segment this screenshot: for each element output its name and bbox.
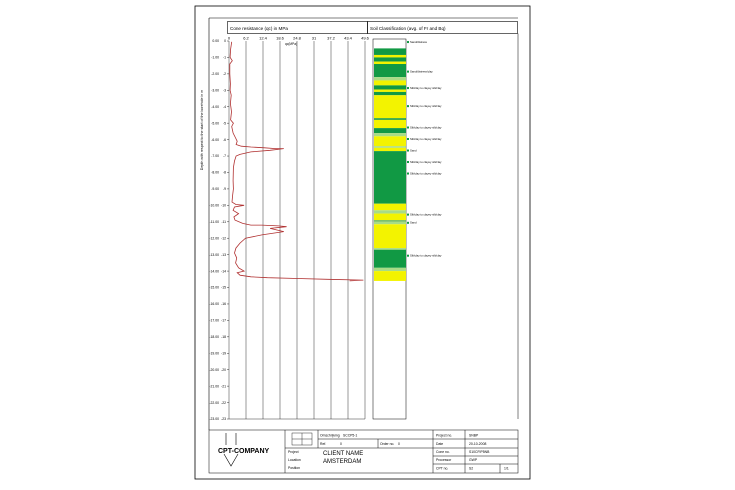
qc-y-tick-label-right: -12 bbox=[221, 236, 226, 241]
date-value: 20-10-2008 bbox=[469, 442, 487, 446]
qc-y-tick-label: -23.00 bbox=[209, 417, 219, 422]
cpt-label: CPT no. bbox=[436, 466, 449, 471]
qc-y-tick-label-right: -20 bbox=[221, 367, 226, 372]
qc-y-tick-label-right: -21 bbox=[221, 384, 226, 389]
soil-label: Silt/clay to clayey silt/clay bbox=[410, 125, 442, 130]
cone-label: Cone no. bbox=[436, 450, 450, 454]
qc-y-tick-label-right: -13 bbox=[221, 252, 226, 257]
qc-y-tick-label-right: -9 bbox=[222, 187, 226, 192]
soil-label-swatch bbox=[407, 173, 409, 175]
soil-layer bbox=[374, 57, 406, 61]
client-city: AMSTERDAM bbox=[323, 459, 362, 465]
projectno-value: SNBP bbox=[469, 433, 479, 438]
soil-layer bbox=[374, 214, 406, 221]
qc-y-tick-label: -6.00 bbox=[211, 137, 219, 142]
sheet-value: 1/1 bbox=[504, 466, 509, 471]
qc-x-tick-label: 37.2 bbox=[327, 35, 335, 41]
qc-y-tick-label: -3.00 bbox=[211, 88, 219, 93]
qc-y-tick-label: -2.00 bbox=[211, 72, 219, 77]
soil-layer bbox=[374, 136, 406, 146]
qc-y-tick-label-right: -7 bbox=[222, 154, 226, 159]
soil-label-swatch bbox=[407, 138, 409, 140]
soil-label-swatch bbox=[407, 214, 409, 216]
description-label: Omschrijving bbox=[320, 433, 340, 438]
soil-layer bbox=[374, 92, 406, 95]
qc-y-tick-label-right: -16 bbox=[221, 302, 226, 307]
qc-annotation: qc(MPa) bbox=[285, 42, 298, 46]
qc-chart-title: Cone resistance (qc) in MPa bbox=[230, 26, 288, 31]
qc-y-tick-label-right: -10 bbox=[221, 203, 226, 208]
soil-layer bbox=[374, 62, 406, 64]
qc-y-tick-label-right: -5 bbox=[222, 121, 226, 126]
qc-y-tick-label: -21.00 bbox=[209, 384, 219, 389]
soil-label: Sand/distress/clay bbox=[410, 69, 433, 74]
qc-y-tick-label: -4.00 bbox=[211, 104, 219, 109]
soil-layer bbox=[374, 248, 406, 250]
soil-chart-title: Soil Classification (avg. of Fr and Bq) bbox=[370, 26, 446, 31]
qc-y-tick-label: -11.00 bbox=[209, 219, 219, 224]
qc-y-tick-label: -12.00 bbox=[209, 236, 219, 241]
location-label: Location bbox=[288, 458, 301, 462]
soil-layer bbox=[374, 95, 406, 118]
soil-layer bbox=[374, 222, 406, 224]
position-label: Position bbox=[288, 466, 301, 470]
soil-label: Sand bbox=[410, 220, 417, 225]
client-name: CLIENT NAME bbox=[323, 451, 364, 457]
qc-x-tick-label: 0 bbox=[227, 35, 231, 41]
project-label: Project bbox=[288, 450, 299, 454]
soil-layer bbox=[374, 133, 406, 136]
qc-x-tick-label: 49.6 bbox=[361, 35, 369, 41]
soil-layer bbox=[374, 268, 406, 271]
description-value: SCCP5-1 bbox=[343, 433, 358, 438]
qc-x-tick-label: 12.4 bbox=[259, 35, 267, 41]
soil-label: Silt/clay to clayey silt/clay bbox=[410, 171, 442, 176]
qc-y-tick-label-right: -6 bbox=[222, 137, 226, 142]
qc-y-tick-label-right: -14 bbox=[221, 269, 226, 274]
soil-layer bbox=[374, 204, 406, 211]
soil-layer bbox=[374, 55, 406, 57]
soil-label: Silt/clay to clayey silt/clay bbox=[410, 136, 442, 141]
cone-value: S10CFIP5NB bbox=[469, 450, 490, 454]
qc-y-tick-label-right: -11 bbox=[221, 219, 226, 224]
soil-label-swatch bbox=[407, 222, 409, 224]
qc-y-tick-label-right: -23 bbox=[221, 417, 226, 422]
soil-label-swatch bbox=[407, 127, 409, 129]
qc-y-tick-label: -10.00 bbox=[209, 203, 219, 208]
soil-label-swatch bbox=[407, 150, 409, 152]
soil-layer bbox=[374, 271, 406, 281]
soil-label: Sand/distress bbox=[410, 39, 427, 44]
qc-y-tick-label: -1.00 bbox=[211, 55, 219, 60]
soil-label-swatch bbox=[407, 105, 409, 107]
projectno-label: Project no. bbox=[436, 433, 453, 438]
soil-layer bbox=[374, 77, 406, 80]
qc-y-tick-label: -9.00 bbox=[211, 187, 219, 192]
processor-value: GWP bbox=[469, 458, 478, 462]
soil-layer bbox=[374, 89, 406, 91]
soil-layer bbox=[374, 120, 406, 128]
qc-y-axis-label: Depth with respect to the start of the borehole in m bbox=[200, 89, 204, 171]
order-label: Order no. bbox=[380, 442, 395, 446]
qc-y-tick-label: -7.00 bbox=[211, 154, 219, 159]
date-label: Date bbox=[436, 442, 444, 446]
qc-x-tick-label: 24.8 bbox=[293, 35, 301, 41]
soil-layer bbox=[374, 48, 406, 55]
soil-label-swatch bbox=[407, 161, 409, 163]
qc-y-tick-label: -8.00 bbox=[211, 170, 219, 175]
soil-layer bbox=[374, 64, 406, 77]
soil-layers bbox=[374, 48, 406, 281]
qc-y-tick-label: -18.00 bbox=[209, 335, 219, 340]
soil-layer bbox=[374, 210, 406, 213]
qc-x-tick-label: 6.2 bbox=[243, 35, 249, 41]
qc-y-tick-label-right: -8 bbox=[222, 170, 226, 175]
soil-layer bbox=[374, 85, 406, 89]
qc-y-tick-label-right: -22 bbox=[221, 400, 226, 405]
processor-label: Processor bbox=[436, 458, 452, 462]
soil-layer bbox=[374, 250, 406, 268]
soil-label: Silt/clay to clayey silt/clay bbox=[410, 212, 442, 217]
ref-label: Ref. bbox=[320, 442, 327, 446]
qc-y-tick-label-right: -3 bbox=[222, 88, 226, 93]
soil-label: Silt/clay to clayey silt/clay bbox=[410, 85, 442, 90]
soil-layer bbox=[374, 148, 406, 151]
soil-layer bbox=[374, 224, 406, 248]
qc-y-tick-label-right: -4 bbox=[222, 104, 226, 109]
soil-label-swatch bbox=[407, 41, 409, 43]
order-value: 0 bbox=[398, 442, 400, 446]
qc-y-tick-label-right: -19 bbox=[221, 351, 226, 356]
qc-x-tick-label: 31 bbox=[311, 35, 317, 41]
qc-y-tick-label-right: 0 bbox=[224, 39, 226, 44]
soil-label: Silt/clay to clayey silt/clay bbox=[410, 104, 442, 109]
soil-layer bbox=[374, 80, 406, 85]
soil-label: Silt/clay to clayey silt/clay bbox=[410, 159, 442, 164]
qc-y-tick-label: -13.00 bbox=[209, 252, 219, 257]
qc-y-tick-label-right: -2 bbox=[222, 72, 226, 77]
qc-y-tick-label-right: -17 bbox=[221, 318, 226, 323]
soil-label-swatch bbox=[407, 71, 409, 73]
qc-y-tick-label: -19.00 bbox=[209, 351, 219, 356]
qc-x-tick-label: 43.4 bbox=[344, 35, 352, 41]
qc-y-tick-label: -22.00 bbox=[209, 400, 219, 405]
soil-label: Silt/clay to clayey silt/clay bbox=[410, 253, 442, 258]
qc-y-tick-label: -20.00 bbox=[209, 367, 219, 372]
soil-layer bbox=[374, 146, 406, 148]
qc-y-tick-label: -16.00 bbox=[209, 302, 219, 307]
soil-label: Sand bbox=[410, 148, 417, 153]
soil-label-swatch bbox=[407, 255, 409, 257]
qc-y-tick-label: -15.00 bbox=[209, 285, 219, 290]
qc-y-tick-label-right: -15 bbox=[221, 285, 226, 290]
ref-value: 0 bbox=[340, 442, 342, 446]
qc-y-tick-label: -5.00 bbox=[211, 121, 219, 126]
qc-y-tick-label: -14.00 bbox=[209, 269, 219, 274]
qc-x-tick-label: 18.6 bbox=[276, 35, 284, 41]
company-name: CPT-COMPANY bbox=[218, 448, 270, 455]
soil-layer bbox=[374, 220, 406, 222]
cpt-value: S2 bbox=[469, 466, 474, 471]
soil-label-swatch bbox=[407, 87, 409, 89]
soil-layer bbox=[374, 128, 406, 133]
qc-y-tick-label-right: -1 bbox=[222, 55, 226, 60]
qc-y-tick-label: -17.00 bbox=[209, 318, 219, 323]
page-border bbox=[195, 6, 530, 479]
qc-y-tick-label-right: -18 bbox=[221, 335, 226, 340]
soil-layer bbox=[374, 118, 406, 120]
qc-y-tick-label: 0.00 bbox=[212, 39, 219, 44]
soil-layer bbox=[374, 151, 406, 204]
